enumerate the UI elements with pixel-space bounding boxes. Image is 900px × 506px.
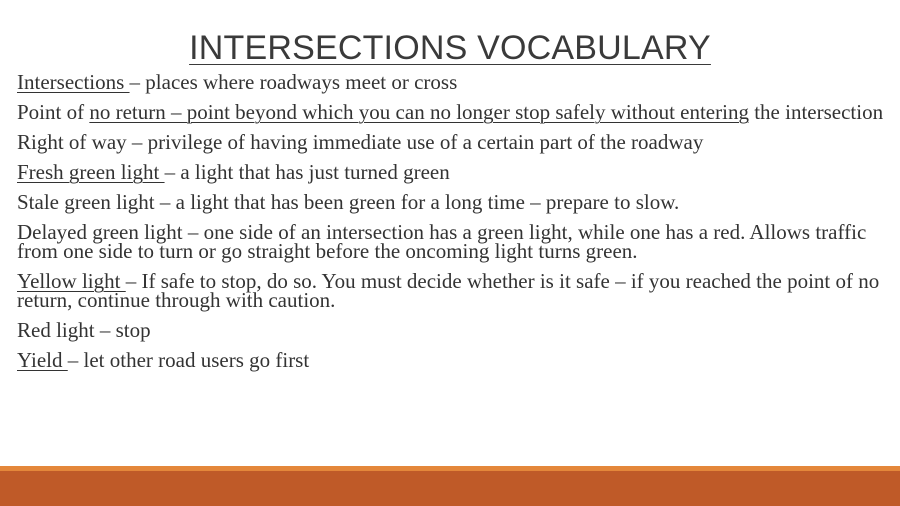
term-yield: Yield	[17, 348, 68, 372]
entry-stale-green-light: Stale green light – a light that has been green for a long time – prepare to slow.	[17, 190, 680, 214]
entry-delayed-green-light: Delayed green light – one side of an intersection has a green light, while one has a red. Allows traffic from one side to turn or go straight before the oncoming light turns green.	[17, 220, 867, 263]
vocabulary-list	[17, 70, 887, 381]
definition-intersections: – places where roadways meet or cross	[129, 70, 458, 94]
entry-fresh-green-light	[17, 160, 887, 184]
definition-fresh-green-light: – a light that has just turned green	[164, 160, 450, 184]
entry-yellow-light	[17, 269, 887, 312]
definition-point-of-no-return-tail: the intersection	[748, 100, 884, 124]
definition-yellow-light: – If safe to stop, do so. You must decide whether is it safe – if you reached the point of no return, continue through with caution.	[17, 269, 880, 312]
term-no-return-underlined: no return – point beyond which you can no longer stop safely without entering	[89, 100, 749, 124]
entry-yield	[17, 348, 887, 372]
definition-yield: – let other road users go first	[67, 348, 310, 372]
slide-title: INTERSECTIONS VOCABULARY	[189, 29, 711, 67]
entry-intersections	[17, 70, 887, 94]
term-fresh-green-light: Fresh green light	[17, 160, 165, 184]
term-intersections: Intersections	[17, 70, 130, 94]
term-yellow-light: Yellow light	[17, 269, 126, 293]
entry-red-light: Red light – stop	[17, 318, 151, 342]
footer-band	[0, 471, 900, 506]
entry-right-of-way: Right of way – privilege of having immediate use of a certain part of the roadway	[17, 130, 704, 154]
entry-point-of-no-return	[17, 100, 887, 124]
term-point-of-lead: Point of	[17, 100, 90, 124]
